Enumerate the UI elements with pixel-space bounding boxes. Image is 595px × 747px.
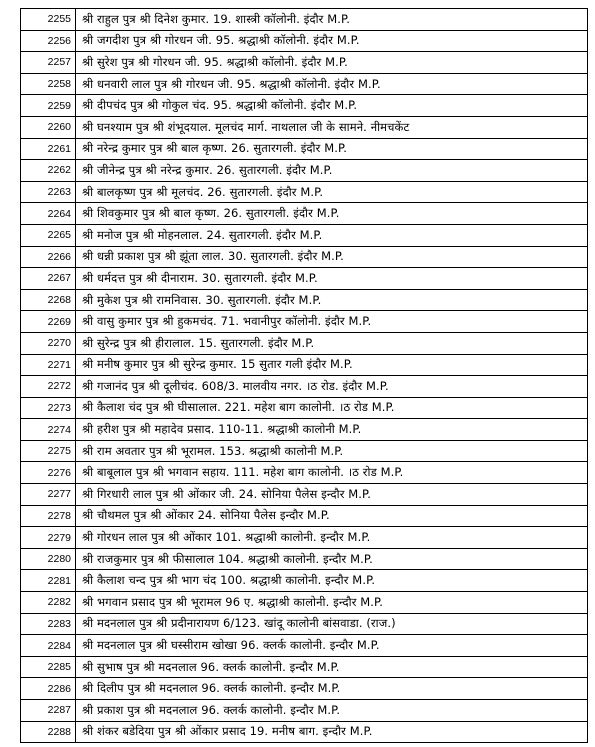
table-row	[21, 548, 588, 570]
serial-number-cell: 2276	[21, 462, 76, 484]
serial-number-cell: 2260	[21, 116, 76, 138]
serial-number-cell: 2264	[21, 203, 76, 225]
entry-text-cell: श्री मनीष कुमार पुत्र श्री सुरेन्द्र कुमार. 15 सुतार गली इंदौर M.P.	[76, 354, 588, 376]
entry-text-cell: श्री धनवारी लाल पुत्र श्री गोरधन जी. 95. श्रद्धाश्री कॉलोनी. इंदौर M.P.	[76, 73, 588, 95]
entry-text-cell: श्री मदनलाल पुत्र श्री प्रदीनारायण 6/123. खांदू कालोनी बांसवाडा. (राज.)	[76, 613, 588, 635]
entry-text-cell: श्री गजानंद पुत्र श्री दूलीचंद. 608/3. मालवीय नगर. ।ठ रोड. इंदौर M.P.	[76, 376, 588, 398]
serial-number-cell: 2269	[21, 311, 76, 333]
serial-number-cell: 2263	[21, 181, 76, 203]
serial-number-cell: 2268	[21, 289, 76, 311]
table-row	[21, 397, 588, 419]
entry-text-cell: श्री बालकृष्ण पुत्र श्री मूलचंद. 26. सुतारगली. इंदौर M.P.	[76, 181, 588, 203]
serial-number-cell: 2271	[21, 354, 76, 376]
serial-number-cell: 2286	[21, 678, 76, 700]
serial-number-cell: 2282	[21, 592, 76, 614]
table-row	[21, 570, 588, 592]
serial-number-cell: 2261	[21, 138, 76, 160]
table-row	[21, 289, 588, 311]
table-row	[21, 52, 588, 74]
entry-text-cell: श्री मनोज पुत्र श्री मोहनलाल. 24. सुतारगली. इंदौर M.P.	[76, 224, 588, 246]
serial-number-cell: 2283	[21, 613, 76, 635]
entry-text-cell: श्री जगदीश पुत्र श्री गोरधन जी. 95. श्रद्धाश्री कॉलोनी. इंदौर M.P.	[76, 30, 588, 52]
table-row	[21, 30, 588, 52]
table-row	[21, 419, 588, 441]
serial-number-cell: 2256	[21, 30, 76, 52]
table-row	[21, 462, 588, 484]
table-row	[21, 635, 588, 657]
serial-number-cell: 2288	[21, 721, 76, 743]
table-row	[21, 505, 588, 527]
serial-number-cell: 2257	[21, 52, 76, 74]
table-row	[21, 721, 588, 743]
entry-text-cell: श्री गोरधन लाल पुत्र श्री ओंकार 101. श्रद्धाश्री कालोनी. इन्दौर M.P.	[76, 527, 588, 549]
serial-number-cell: 2259	[21, 95, 76, 117]
table-row	[21, 678, 588, 700]
entry-text-cell: श्री कैलाश चंद पुत्र श्री घीसालाल. 221. महेश बाग कालोनी. ।ठ रोड M.P.	[76, 397, 588, 419]
serial-number-cell: 2274	[21, 419, 76, 441]
entry-text-cell: श्री राम अवतार पुत्र श्री भूरामल. 153. श्रद्धाश्री कालोनी M.P.	[76, 440, 588, 462]
table-row	[21, 613, 588, 635]
table-row	[21, 484, 588, 506]
table-row	[21, 246, 588, 268]
table-row	[21, 332, 588, 354]
table-row	[21, 116, 588, 138]
table-row	[21, 224, 588, 246]
serial-number-cell: 2265	[21, 224, 76, 246]
serial-number-cell: 2270	[21, 332, 76, 354]
serial-number-cell: 2280	[21, 548, 76, 570]
entry-text-cell: श्री राहुल पुत्र श्री दिनेश कुमार. 19. शास्त्री कॉलोनी. इंदौर M.P.	[76, 9, 588, 31]
table-row	[21, 700, 588, 722]
entry-text-cell: श्री चौथमल पुत्र श्री ओंकार 24. सोनिया पैलेस इन्दौर M.P.	[76, 505, 588, 527]
entry-text-cell: श्री घनश्याम पुत्र श्री शंभूदयाल. मूलचंद मार्ग. नाथलाल जी के सामने. नीमचकेंट	[76, 116, 588, 138]
entry-text-cell: श्री जीनेन्द्र पुत्र श्री नरेन्द्र कुमार. 26. सुतारगली. इंदौर M.P.	[76, 160, 588, 182]
register-table	[20, 8, 588, 743]
table-row	[21, 440, 588, 462]
entry-text-cell: श्री कैलाश चन्द पुत्र श्री भाग चंद 100. श्रद्धाश्री कालोनी. इन्दौर M.P.	[76, 570, 588, 592]
table-row	[21, 268, 588, 290]
serial-number-cell: 2255	[21, 9, 76, 31]
entry-text-cell: श्री हरीश पुत्र श्री महादेव प्रसाद. 110-11. श्रद्धाश्री कालोनी M.P.	[76, 419, 588, 441]
table-row	[21, 354, 588, 376]
entry-text-cell: श्री भगवान प्रसाद पुत्र श्री भूरामल 96 ए. श्रद्धाश्री कालोनी. इन्दौर M.P.	[76, 592, 588, 614]
entry-text-cell: श्री सुभाष पुत्र श्री मदनलाल 96. क्लर्क कालोनी. इन्दौर M.P.	[76, 656, 588, 678]
register-sheet	[20, 8, 588, 743]
serial-number-cell: 2258	[21, 73, 76, 95]
serial-number-cell: 2281	[21, 570, 76, 592]
serial-number-cell: 2287	[21, 700, 76, 722]
table-row	[21, 656, 588, 678]
entry-text-cell: श्री सुरेश पुत्र श्री गोरधन जी. 95. श्रद्धाश्री कॉलोनी. इंदौर M.P.	[76, 52, 588, 74]
entry-text-cell: श्री राजकुमार पुत्र श्री फीसालाल 104. श्रद्धाश्री कालोनी. इन्दौर M.P.	[76, 548, 588, 570]
table-row	[21, 73, 588, 95]
entry-text-cell: श्री शिवकुमार पुत्र श्री बाल कृष्ण. 26. सुतारगली. इंदौर M.P.	[76, 203, 588, 225]
serial-number-cell: 2262	[21, 160, 76, 182]
entry-text-cell: श्री दिलीप पुत्र श्री मदनलाल 96. क्लर्क कालोनी. इन्दौर M.P.	[76, 678, 588, 700]
serial-number-cell: 2285	[21, 656, 76, 678]
serial-number-cell: 2266	[21, 246, 76, 268]
serial-number-cell: 2284	[21, 635, 76, 657]
entry-text-cell: श्री मुकेश पुत्र श्री रामनिवास. 30. सुतारगली. इंदौर M.P.	[76, 289, 588, 311]
table-row	[21, 527, 588, 549]
serial-number-cell: 2279	[21, 527, 76, 549]
entry-text-cell: श्री शंकर बडेदिया पुत्र श्री ओंकार प्रसाद 19. मनीष बाग. इन्दौर M.P.	[76, 721, 588, 743]
entry-text-cell: श्री सुरेन्द्र पुत्र श्री हीरालाल. 15. सुतारगली. इंदौर M.P.	[76, 332, 588, 354]
serial-number-cell: 2275	[21, 440, 76, 462]
table-row	[21, 138, 588, 160]
entry-text-cell: श्री मदनलाल पुत्र श्री घस्सीराम खोखा 96. क्लर्क कालोनी. इन्दौर M.P.	[76, 635, 588, 657]
table-row	[21, 376, 588, 398]
serial-number-cell: 2273	[21, 397, 76, 419]
entry-text-cell: श्री वासु कुमार पुत्र श्री हुकमचंद. 71. भवानीपुर कॉलोनी. इंदौर M.P.	[76, 311, 588, 333]
table-row	[21, 9, 588, 31]
entry-text-cell: श्री गिरधारी लाल पुत्र श्री ओंकार जी. 24. सोनिया पैलेस इन्दौर M.P.	[76, 484, 588, 506]
table-row	[21, 95, 588, 117]
entry-text-cell: श्री बाबूलाल पुत्र श्री भगवान सहाय. 111. महेश बाग कालोनी. ।ठ रोड M.P.	[76, 462, 588, 484]
serial-number-cell: 2272	[21, 376, 76, 398]
table-row	[21, 160, 588, 182]
table-row	[21, 592, 588, 614]
serial-number-cell: 2277	[21, 484, 76, 506]
serial-number-cell: 2267	[21, 268, 76, 290]
entry-text-cell: श्री दीपचंद पुत्र श्री गोकुल चंद. 95. श्रद्धाश्री कॉलोनी. इंदौर M.P.	[76, 95, 588, 117]
register-table-body	[21, 9, 588, 743]
entry-text-cell: श्री नरेन्द्र कुमार पुत्र श्री बाल कृष्ण. 26. सुतारगली. इंदौर M.P.	[76, 138, 588, 160]
table-row	[21, 181, 588, 203]
serial-number-cell: 2278	[21, 505, 76, 527]
table-row	[21, 311, 588, 333]
entry-text-cell: श्री धन्नी प्रकाश पुत्र श्री झूंता लाल. 30. सुतारगली. इंदौर M.P.	[76, 246, 588, 268]
table-row	[21, 203, 588, 225]
entry-text-cell: श्री प्रकाश पुत्र श्री मदनलाल 96. क्लर्क कालोनी. इन्दौर M.P.	[76, 700, 588, 722]
entry-text-cell: श्री धर्मदत्त पुत्र श्री दीनाराम. 30. सुतारगली. इंदौर M.P.	[76, 268, 588, 290]
